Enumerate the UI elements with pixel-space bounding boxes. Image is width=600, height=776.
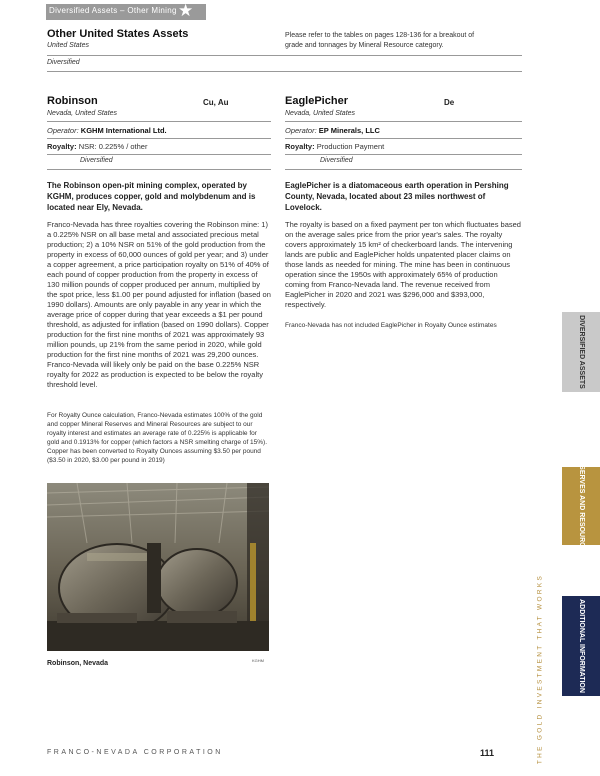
- divider: [47, 169, 271, 170]
- royalty-label: Royalty:: [47, 142, 77, 151]
- eaglepicher-location: Nevada, United States: [285, 110, 356, 117]
- page-number: 111: [480, 748, 495, 758]
- royalty-label: Royalty:: [285, 142, 315, 151]
- eaglepicher-body: The royalty is based on a fixed payment per ton which fluctuates based on the average sales price from the prior year's sales. The royalty covers approximately 15 km² of checkerboard lands. The intervening lands are public and EaglePicher holds unpatented placer claims on those lands as needed for mining. The mine has been in continuous operation since the 1950s with approximately 65% of production coming from Franco-Nevada land. The revenue received from EaglePicher in 2020 and 2021 was $296,000 and $393,000, respectively.: [285, 220, 521, 309]
- photo-credit: KGHM: [252, 658, 264, 663]
- robinson-metals: Cu, Au: [203, 98, 229, 107]
- reference-note: Please refer to the tables on pages 128-136 for a breakout of grade and tonnages by Mineral Resource category.: [285, 32, 475, 49]
- robinson-body: Franco-Nevada has three royalties covering the Robinson mine: 1) a 0.225% NSR on all base metal and associated precious metal production; 2) a 10% NSR on 51% of the gold production from the property in excess of 60,000 ounces of gold per year; and 3) under a copper agreement, a price participation royalty on 51% of 40% of each pound of copper production from the property in excess of 130 million pounds of copper produced per annum, multiplied by the spot price, less $1.00 per pound adjusted for inflation (based on 1990 dollars). Amounts are only payable in any year in which the average price of copper during that year exceeds a $1 per pound threshold, as adjusted for inflation (based on 1990 dollars). Copper production for the first nine months of 2021 was approximately 93 million pounds, up 21% from the same period in 2020, while gold production for the first nine months of 2021 was 29,200 ounces. Franco-Nevada will likely only be paid on the base 0.225% NSR royalty for 2022 as production is expected to be below the royalty threshold level.: [47, 220, 271, 389]
- eaglepicher-metals: De: [444, 98, 455, 107]
- robinson-category: Diversified: [80, 157, 113, 164]
- operator-value: KGHM International Ltd.: [80, 126, 167, 135]
- robinson-royalty: [47, 142, 147, 151]
- section-header-label: Diversified Assets – Other Mining: [49, 6, 177, 15]
- divider: [285, 169, 522, 170]
- eaglepicher-royalty: [285, 142, 384, 151]
- royalty-value: NSR: 0.225% / other: [78, 142, 148, 151]
- tab-label: ADDITIONAL INFORMATION: [578, 599, 585, 693]
- section-title: Other United States Assets: [47, 28, 189, 40]
- divider: [47, 55, 522, 56]
- tab-additional-information[interactable]: [562, 596, 600, 696]
- section-category: Diversified: [47, 59, 80, 66]
- robinson-mill-photo: [47, 483, 269, 651]
- robinson-operator: [47, 126, 167, 135]
- divider: [47, 138, 271, 139]
- divider: [285, 138, 522, 139]
- photo-caption: Robinson, Nevada: [47, 660, 109, 667]
- divider: [285, 154, 522, 155]
- tab-label: DIVERSIFIED ASSETS: [578, 315, 585, 389]
- eaglepicher-royalty-note: Franco-Nevada has not included EaglePicher in Royalty Ounce estimates: [285, 322, 497, 329]
- tab-diversified-assets[interactable]: [562, 312, 600, 392]
- operator-value: EP Minerals, LLC: [318, 126, 380, 135]
- tagline-text: THE GOLD INVESTMENT THAT WORKS: [536, 573, 544, 765]
- footer-company: FRANCO-NEVADA CORPORATION: [47, 749, 223, 756]
- divider: [47, 154, 271, 155]
- tagline: [534, 573, 546, 765]
- eaglepicher-title: EaglePicher: [285, 95, 348, 107]
- robinson-royalty-note: For Royalty Ounce calculation, Franco-Nevada estimates 100% of the gold and copper Mineral Reserves and Mineral Resources are subject to our royalty interest and estimates an average rate of 0.225% is applicable for gold and 0.1913% for copper (which factors a NSR smelting charge of 15%). Copper has been converted to Royalty Ounces assuming $3.50 per pound ($3.50 in 2020, $3.00 per pound in 2019): [47, 412, 268, 464]
- robinson-title: Robinson: [47, 95, 98, 107]
- section-location: United States: [47, 42, 90, 49]
- mill-photo-illustration: [47, 483, 269, 651]
- operator-label: Operator:: [285, 126, 317, 135]
- divider: [47, 71, 522, 72]
- operator-label: Operator:: [47, 126, 79, 135]
- star-icon: ★: [178, 1, 194, 20]
- robinson-lead: The Robinson open-pit mining complex, operated by KGHM, produces copper, gold and molybdenum and is located near Ely, Nevada.: [47, 181, 256, 212]
- tab-reserves-and-resources[interactable]: [562, 455, 600, 557]
- tab-label: RESERVES AND RESOURCES: [578, 455, 585, 557]
- eaglepicher-lead: EaglePicher is a diatomaceous earth operation in Pershing County, Nevada, located about 23 miles northwest of Lovelock.: [285, 181, 509, 212]
- eaglepicher-category: Diversified: [320, 157, 353, 164]
- eaglepicher-operator: [285, 126, 380, 135]
- robinson-location: Nevada, United States: [47, 110, 118, 117]
- divider: [285, 121, 522, 122]
- divider: [47, 121, 271, 122]
- royalty-value: Production Payment: [316, 142, 385, 151]
